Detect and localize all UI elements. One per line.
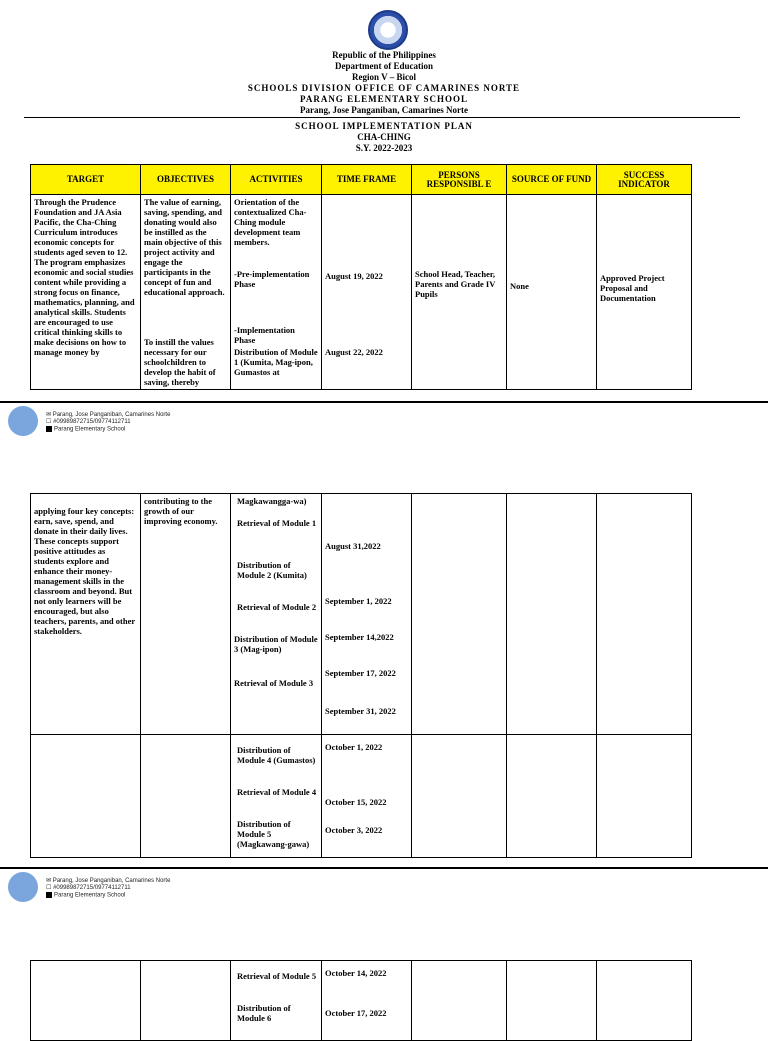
page-footer-1 xyxy=(46,412,170,434)
indicator-cell-cont xyxy=(597,494,692,735)
persons-text: School Head, Teacher, Parents and Grade IV Pupils xyxy=(415,269,496,299)
phone-icon: ☐ xyxy=(46,419,52,425)
header-department: Department of Education xyxy=(335,61,433,71)
deped-seal-icon xyxy=(368,10,408,50)
activity-module-1-cont: Magkawangga-wa) xyxy=(237,496,307,506)
col-target: TARGET xyxy=(31,165,141,195)
time-oct-17: October 17, 2022 xyxy=(325,1008,387,1018)
objectives-cell-row2 xyxy=(141,735,231,858)
objective-text-2: To instill the values necessary for our schoolchildren to develop the habit of saving, thereby xyxy=(144,337,216,387)
time-aug-31: August 31,2022 xyxy=(325,541,381,551)
persons-cell-row2 xyxy=(412,735,507,858)
school-year: S.Y. 2022-2023 xyxy=(355,143,413,153)
activity-pre-implementation: -Pre-implementation Phase xyxy=(234,269,310,289)
indicator-cell-p3 xyxy=(597,961,692,1041)
footer-address-2: Parang, Jose Panganiban, Camarines Norte xyxy=(52,878,171,884)
plan-title-block xyxy=(0,121,768,154)
footer-logo-icon xyxy=(8,406,38,436)
facebook-icon-2 xyxy=(46,892,52,898)
header-address: Parang, Jose Panganiban, Camarines Norte xyxy=(300,105,468,115)
target-cell xyxy=(31,195,141,390)
time-frame-cell xyxy=(322,195,412,390)
mail-icon: ✉ xyxy=(46,412,52,418)
implementation-table-page1 xyxy=(30,164,692,390)
objective-text-1: The value of earning, saving, spending, and donating would also be instilled as the main objective of this project activity and engage the participants in the concept of fun and educational approach. xyxy=(144,197,225,297)
activity-distribution-module-6: Distribution of Module 6 xyxy=(237,1003,291,1023)
page-footer-rule xyxy=(0,401,768,403)
objectives-cell-p3 xyxy=(141,961,231,1041)
col-activities: ACTIVITIES xyxy=(231,165,322,195)
footer-facebook: Parang Elementary School xyxy=(54,426,126,433)
time-oct-14: October 14, 2022 xyxy=(325,968,387,978)
time-sep-14: September 14,2022 xyxy=(325,632,394,642)
program-name: CHA-CHING xyxy=(357,132,411,142)
header-divider xyxy=(24,117,740,118)
time-sep-31: September 31, 2022 xyxy=(325,706,396,716)
facebook-icon xyxy=(46,426,52,432)
persons-cell xyxy=(412,195,507,390)
footer-facebook-2: Parang Elementary School xyxy=(54,892,126,899)
target-cell-cont xyxy=(31,494,141,735)
indicator-cell xyxy=(597,195,692,390)
fund-cell xyxy=(507,195,597,390)
activity-distribution-module-1: Distribution of Module 1 (Kumita, Mag-ipon, Gumastos at xyxy=(234,347,318,377)
col-source-of-fund: SOURCE OF FUND xyxy=(507,165,597,195)
implementation-table-page3 xyxy=(30,960,692,1041)
footer-address: Parang, Jose Panganiban, Camarines Norte xyxy=(52,412,171,418)
objective-text-cont: contributing to the growth of our improving economy. xyxy=(144,496,218,526)
time-oct-15: October 15, 2022 xyxy=(325,797,387,807)
implementation-table-page2 xyxy=(30,493,692,858)
indicator-cell-row2 xyxy=(597,735,692,858)
fund-cell-cont xyxy=(507,494,597,735)
footer-logo-icon-2 xyxy=(8,872,38,902)
target-text: Through the Prudence Foundation and JA Asia Pacific, the Cha-Ching Curriculum introduces economic concepts for students aged seven to 12. The program emphasizes economic and social studies content while providing a strong focus on finance, mathematics, planning, and analytical skills. Students are encouraged to use critical thinking skills to make decisions on how to manage money by xyxy=(34,197,135,357)
activity-implementation: -Implementation Phase xyxy=(234,325,295,345)
time-sep-17: September 17, 2022 xyxy=(325,668,396,678)
plan-title: SCHOOL IMPLEMENTATION PLAN xyxy=(295,121,473,131)
time-frame-cell-row2 xyxy=(322,735,412,858)
time-aug-22: August 22, 2022 xyxy=(325,347,383,357)
activities-cell-p3 xyxy=(231,961,322,1041)
col-time-frame: TIME FRAME xyxy=(322,165,412,195)
objectives-cell xyxy=(141,195,231,390)
activity-retrieval-module-4: Retrieval of Module 4 xyxy=(237,787,317,797)
time-sep-1: September 1, 2022 xyxy=(325,596,392,606)
fund-text: None xyxy=(510,281,529,291)
target-text-cont: applying four key concepts: earn, save, spend, and donate in their daily lives. These concepts support positive attitudes as students explore and enhance their money-management skills in the classroom and beyond. But not only learners will be encouraged, but also teachers, parents, and other stakeholders. xyxy=(34,506,135,636)
persons-cell-p3 xyxy=(412,961,507,1041)
footer-phone-2: #09989872715/09774112711 xyxy=(53,885,131,891)
activity-distribution-module-3: Distribution of Module 3 (Mag-ipon) xyxy=(234,634,318,654)
activity-distribution-module-5: Distribution of Module 5 (Magkawang-gawa) xyxy=(237,819,310,849)
footer-phone: #09989872715/09774112711 xyxy=(53,419,131,425)
activities-cell-row2 xyxy=(231,735,322,858)
activity-retrieval-module-3: Retrieval of Module 3 xyxy=(234,678,314,688)
activities-cell-cont xyxy=(231,494,322,735)
time-frame-cell-cont xyxy=(322,494,412,735)
activity-distribution-module-4: Distribution of Module 4 (Gumastos) xyxy=(237,745,316,765)
col-success-indicator: SUCCESS INDICATOR xyxy=(597,165,692,195)
activities-cell xyxy=(231,195,322,390)
time-oct-3: October 3, 2022 xyxy=(325,825,383,835)
header-school: PARANG ELEMENTARY SCHOOL xyxy=(299,94,469,104)
fund-cell-p3 xyxy=(507,961,597,1041)
page-footer-rule-2 xyxy=(0,867,768,869)
persons-cell-cont xyxy=(412,494,507,735)
time-aug-19: August 19, 2022 xyxy=(325,271,383,281)
time-frame-cell-p3 xyxy=(322,961,412,1041)
header-republic: Republic of the Philippines xyxy=(332,50,436,60)
activity-orientation: Orientation of the contextualized Cha-Ching module development team members. xyxy=(234,197,307,247)
page-footer-2 xyxy=(46,878,170,900)
col-objectives: OBJECTIVES xyxy=(141,165,231,195)
phone-icon-2: ☐ xyxy=(46,885,52,891)
header-division: SCHOOLS DIVISION OFFICE OF CAMARINES NORTE xyxy=(247,83,521,93)
target-cell-row2 xyxy=(31,735,141,858)
header-region: Region V – Bicol xyxy=(352,72,416,82)
mail-icon-2: ✉ xyxy=(46,878,52,884)
target-cell-p3 xyxy=(31,961,141,1041)
letterhead xyxy=(0,50,768,116)
time-oct-1: October 1, 2022 xyxy=(325,742,383,752)
activity-retrieval-module-1: Retrieval of Module 1 xyxy=(237,518,317,528)
objectives-cell-cont xyxy=(141,494,231,735)
activity-distribution-module-2: Distribution of Module 2 (Kumita) xyxy=(237,560,307,580)
indicator-text: Approved Project Proposal and Documentation xyxy=(600,273,665,303)
activity-retrieval-module-2: Retrieval of Module 2 xyxy=(237,602,317,612)
col-persons-responsible: PERSONS RESPONSIBL E xyxy=(412,165,507,195)
fund-cell-row2 xyxy=(507,735,597,858)
activity-retrieval-module-5: Retrieval of Module 5 xyxy=(237,971,317,981)
